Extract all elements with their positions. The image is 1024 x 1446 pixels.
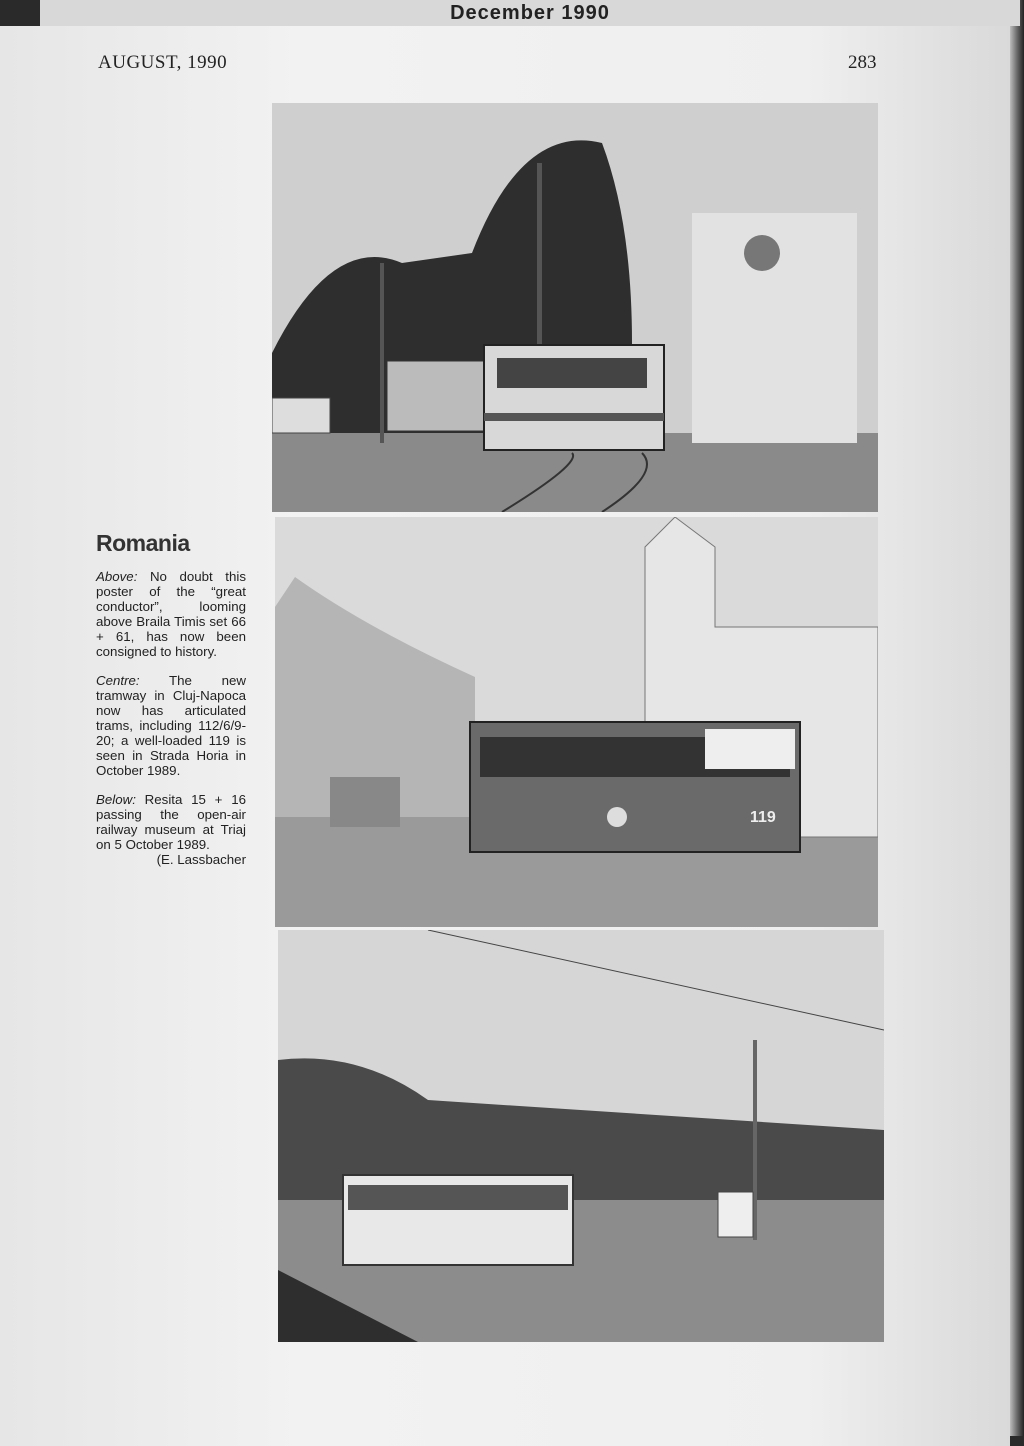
running-header-date: AUGUST, 1990 [98,52,228,73]
caption-text: Resita 15 + 16 passing the open-air railway museum at Triaj on 5 October 1989. [96,792,246,852]
photo-cluj-napoca-tram-119 [275,517,878,927]
caption-below [96,792,246,852]
underlying-page-title: December 1990 [450,2,610,24]
photo-credit: (E. Lassbacher [156,852,246,867]
caption-label: Below: [96,792,136,807]
underlying-page-edge [40,0,1020,26]
caption-label: Above: [96,569,138,584]
page-edge-shadow [1010,0,1024,1436]
photo-caption [96,530,246,867]
tram-number: 119 [750,809,776,826]
caption-text: No doubt this poster of the “great conductor”, looming above Braila Timis set 66 + 61, has now been consigned to history. [96,569,246,659]
caption-above [96,569,246,659]
photo-resita-tram-museum [278,930,884,1342]
caption-text: The new tramway in Cluj-Napoca now has articulated trams, including 112/6/9-20; a well-loaded 119 is seen in Strada Horia in October 1989. [96,673,246,778]
page-number: 283 [848,52,877,73]
caption-heading: Romania [96,530,190,556]
caption-centre [96,673,246,778]
photo-braila-tram-poster [272,103,878,512]
caption-label: Centre: [96,673,140,688]
